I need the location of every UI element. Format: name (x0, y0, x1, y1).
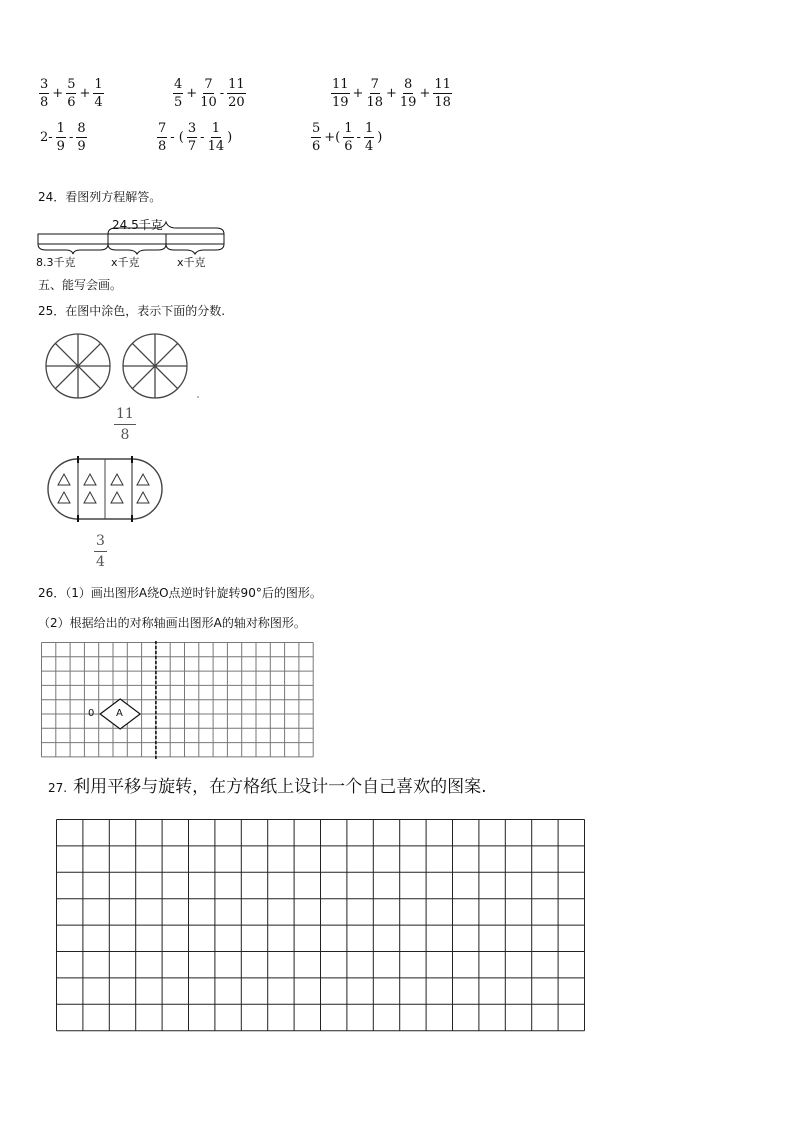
q25-fraction-1: $\frac{11}{8}$ (116, 406, 134, 443)
operator: 2- (40, 130, 53, 145)
numerator: 3 (40, 77, 49, 92)
operator: - (356, 130, 361, 145)
numerator: 3 (187, 121, 197, 136)
operator: + (186, 86, 198, 101)
numerator: 7 (204, 77, 213, 92)
denominator: 10 (200, 95, 217, 110)
operator: +( (324, 130, 341, 145)
fraction (433, 78, 452, 109)
denominator: 6 (312, 139, 321, 154)
fraction (331, 78, 350, 109)
denominator: 20 (228, 95, 245, 110)
fraction (343, 122, 353, 153)
denominator: 9 (56, 139, 65, 154)
q26-grid (40, 641, 314, 759)
numerator: 1 (94, 77, 103, 92)
circle-left (46, 334, 110, 398)
q24-title: 24．看图列方程解答。 (38, 190, 162, 204)
q24-seg3-label: x千克 (177, 256, 206, 269)
calc-expression (38, 122, 88, 153)
fraction (66, 78, 76, 109)
fraction (364, 122, 374, 153)
calc-expression (156, 122, 234, 153)
operator: ) (377, 130, 383, 145)
denominator: 5 (174, 95, 183, 110)
fraction (200, 78, 217, 109)
calc-expression (330, 78, 453, 109)
numerator: 4 (174, 77, 183, 92)
denominator: 18 (366, 95, 383, 110)
fraction (76, 122, 86, 153)
calc-expression (38, 78, 105, 109)
q26-shape-a-label: A (116, 708, 123, 719)
numerator: 11 (332, 77, 349, 92)
q24-seg2-label: x千克 (111, 256, 140, 269)
operator: - (219, 86, 225, 101)
numerator: 1 (211, 121, 220, 136)
fraction (311, 122, 321, 153)
q25-stadium-shape (46, 455, 164, 525)
circle-right (123, 334, 187, 398)
denominator: 8 (158, 139, 167, 154)
denominator: 4 (94, 95, 103, 110)
numerator: 5 (312, 121, 321, 136)
q25-title: 25．在图中涂色，表示下面的分数. (38, 304, 226, 318)
q26-point-o-label: 0 (88, 708, 95, 719)
fraction (400, 78, 417, 109)
denominator: 6 (344, 139, 353, 154)
denominator: 6 (67, 95, 76, 110)
operator: + (352, 86, 364, 101)
numerator: 1 (364, 121, 374, 136)
q27-title: 利用平移与旋转，在方格纸上设计一个自己喜欢的图案. (73, 777, 487, 797)
numerator: 11 (228, 77, 245, 92)
denominator: 7 (187, 139, 197, 154)
numerator: 5 (67, 77, 76, 92)
fraction (187, 122, 197, 153)
numerator: 7 (158, 121, 167, 136)
denominator: 14 (207, 139, 225, 154)
q27-grid (56, 819, 587, 1034)
denominator: 19 (399, 95, 417, 110)
fraction (56, 122, 66, 153)
numerator: 1 (56, 121, 65, 136)
q25-fraction-2: $\frac{3}{4}$ (96, 533, 105, 570)
denominator: 8 (40, 95, 49, 110)
numerator: 8 (404, 77, 413, 92)
section-5-heading: 五、能写会画。 (38, 278, 123, 292)
numerator: 1 (344, 121, 353, 136)
numerator: 7 (370, 77, 379, 92)
operator: + (79, 86, 91, 101)
denominator: 18 (434, 95, 451, 110)
operator: - (68, 130, 74, 145)
calc-expression (310, 122, 384, 153)
numerator: 8 (77, 121, 86, 136)
q26-line-2: （2）根据给出的对称轴画出图形A的轴对称图形。 (38, 616, 306, 630)
fraction (227, 78, 246, 109)
operator: - ( (170, 130, 184, 145)
q25-circles (40, 330, 210, 405)
operator: + (386, 86, 397, 101)
operator: + (419, 86, 431, 101)
q27-heading (48, 772, 487, 797)
operator: + (52, 86, 64, 101)
q27-number: 27. (48, 781, 68, 795)
fraction (208, 122, 225, 153)
q26-line-1: 26．（1）画出图形A绕O点逆时针旋转90°后的图形。 (38, 586, 322, 600)
denominator: 4 (364, 139, 374, 154)
fraction (173, 78, 183, 109)
fraction (39, 78, 49, 109)
fraction (366, 78, 383, 109)
numerator: 11 (434, 77, 451, 92)
calc-expression (172, 78, 247, 109)
q24-total-label: 24.5千克 (112, 218, 163, 232)
denominator: 9 (77, 139, 86, 154)
operator: ) (227, 130, 233, 145)
fraction (157, 122, 167, 153)
denominator: 19 (332, 95, 349, 110)
q24-seg1-label: 8.3千克 (36, 256, 76, 269)
fraction (93, 78, 103, 109)
operator: - (200, 130, 205, 145)
